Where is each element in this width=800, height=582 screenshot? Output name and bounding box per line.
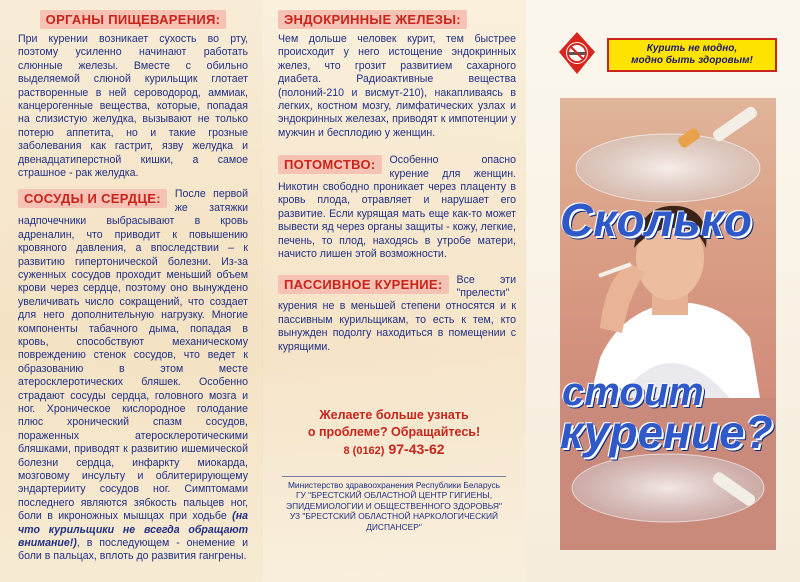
ministry-line-3: ЭПИДЕМИОЛОГИИ И ОБЩЕСТВЕННОГО ЗДОРОВЬЯ" xyxy=(286,500,502,511)
section-vessels-heart xyxy=(18,188,248,563)
slogan-line-2: модно быть здоровым! xyxy=(631,55,753,66)
vessels-italic-note: (на что курильщики не всегда обращают внимание!) xyxy=(18,510,248,550)
ministry-line-2: ГУ "БРЕСТСКИЙ ОБЛАСТНОЙ ЦЕНТР ГИГИЕНЫ, xyxy=(295,490,493,501)
phone-code: 8 (0162) xyxy=(343,445,385,457)
contact-question-1: Желаете больше узнать xyxy=(319,408,469,422)
ministry-line-1: Министерство здравоохранения Республики Беларусь xyxy=(287,480,501,490)
contact-block xyxy=(276,407,512,459)
ministry-block xyxy=(276,476,512,532)
section-header-passive: ПАССИВНОЕ КУРЕНИЕ: xyxy=(278,275,449,294)
section-offspring xyxy=(278,154,516,261)
cover-title-line-1: Сколько xyxy=(560,194,752,246)
vessels-text: После первой же затяжки надпочечники выбрасывают в кровь адреналин, что приводит к повышению кровяного давления, а впоследствии – к развитию гипертонической болезни. Из-за суженных сосудов проходит меньший объем крови через сердце, поэтому оно вынуждено увеличивать число сокращений, что создает для него дополнительную нагрузку. Многие компоненты табачного дыма, попадая в кровь, способствуют механическому повреждению стенок сосудов, что ведет к образованию в этом месте атеросклеротических бляшек. Особенно страдают сосуды сердца, головного мозга и ног. Хроническое кислородное голодание плюс хронический спазм сосудов, пораженных атеросклеротическими бляшками, приводят к развитию ишемической болезни сердца, инфаркту миокарда, мозговому инсульту и облитерирующему эндартерииту сосудов ног. Симптомами последнего являются зябкость пальцев ног, боли в икроножных мышцах при ходьбе xyxy=(18,188,248,523)
contact-phone xyxy=(276,441,512,459)
section-header-vessels: СОСУДЫ И СЕРДЦЕ: xyxy=(18,189,167,208)
section-header-digestive: ОРГАНЫ ПИЩЕВАРЕНИЯ: xyxy=(40,10,227,29)
ministry-divider xyxy=(282,476,506,477)
panel-left xyxy=(0,0,262,582)
section-body-endocrine: Чем дольше человек курит, тем быстрее происходит у него истощение эндокринных желез, что грозит развитием сахарного диабета. Радиоактивные вещества (полоний-210 и висмут-210), накапливаясь в легких, костном мозгу, лимфатических узлах и эндокринных железах, приводят к импотенции у мужчин и бесплодию у женщин. xyxy=(278,33,516,139)
slogan-banner xyxy=(607,38,777,72)
vessels-tail-text: , в последующем - онемение и боли в пальцах, вплоть до развития гангрены. xyxy=(18,537,248,563)
section-body-digestive: При курении возникает сухость во рту, поэтому усиленно начинают работать слюнные железы. Вместе с обильно выделяемой слюной курильщик глотает растворенные в ней сероводород, аммиак, канцерогенные вещества, которые, попадая на слизистую желудка, вызывают не только потерю аппетита, но и такие грозные заболевания как гастрит, язву желудка и двенадцатиперстной кишки, а самое страшное - рак желудка. xyxy=(18,33,248,180)
contact-question-2: о проблеме? Обращайтесь! xyxy=(307,425,481,439)
cover-title-line-3: курение? xyxy=(560,406,773,458)
section-passive xyxy=(278,274,516,354)
section-body-offspring: Особенно опасно курение для женщин. Никотин свободно проникает через плаценту в кровь плода, отравляет и нарушает его развитие. Если курящая мать еще как-то может вывести яд через органы защиты - кожу, легкие, печень, то плод, находясь в утробе матери, начисто лишен этой возможности. xyxy=(278,154,516,261)
section-digestive xyxy=(18,10,248,180)
no-smoking-icon xyxy=(557,30,597,76)
section-body-vessels xyxy=(18,188,248,563)
cover-title-line-2: стоит xyxy=(562,370,704,414)
ministry-line-4: УЗ "БРЕСТСКИЙ ОБЛАСТНОЙ НАРКОЛОГИЧЕСКИЙ ДИСПАНСЕР" xyxy=(289,511,499,532)
section-endocrine xyxy=(278,10,516,140)
section-body-passive: Все эти "прелести" курения не в меньшей степени относятся и к пассивным курильщикам, то есть к тем, кто вынужден подолгу находиться в помещении с курящими. xyxy=(278,273,516,353)
section-header-endocrine: ЭНДОКРИННЫЕ ЖЕЛЕЗЫ: xyxy=(278,10,467,29)
phone-number: 97-43-62 xyxy=(388,441,445,457)
section-header-offspring: ПОТОМСТВО: xyxy=(278,155,382,174)
cover-photo xyxy=(560,98,776,550)
slogan-line-1: Курить не модно, xyxy=(646,43,738,54)
